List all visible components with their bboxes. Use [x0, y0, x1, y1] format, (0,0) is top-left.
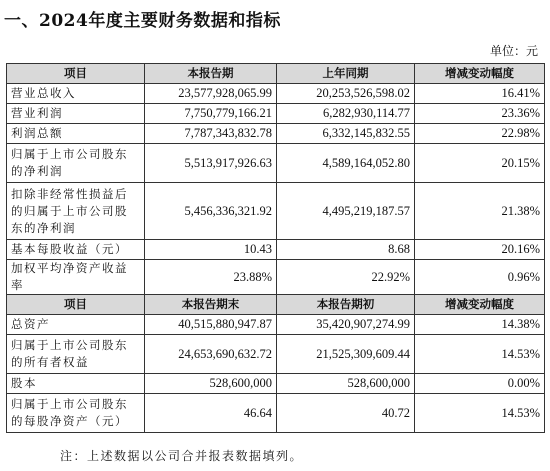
unit-label: 单位：元	[489, 44, 538, 58]
previous-value: 20,253,526,598.02	[277, 84, 415, 104]
table-row	[7, 335, 545, 374]
current-value: 46.64	[145, 394, 277, 433]
change-value: 20.16%	[415, 240, 545, 260]
row-label: 股本	[7, 374, 145, 394]
previous-value: 4,589,164,052.80	[277, 144, 415, 183]
header-item: 项目	[7, 64, 145, 84]
change-value: 20.15%	[415, 144, 545, 183]
header-previous-period: 上年同期	[277, 64, 415, 84]
table-row	[7, 84, 545, 104]
previous-value: 528,600,000	[277, 374, 415, 394]
table-row	[7, 124, 545, 144]
row-label: 归属于上市公司股东的所有者权益	[7, 335, 145, 374]
current-value: 23,577,928,065.99	[145, 84, 277, 104]
row-label: 归属于上市公司股东的每股净资产（元）	[7, 394, 145, 433]
current-value: 5,513,917,926.63	[145, 144, 277, 183]
header-item: 项目	[7, 295, 145, 315]
header-change: 增减变动幅度	[415, 64, 545, 84]
previous-value: 22.92%	[277, 260, 415, 295]
table-row	[7, 394, 545, 433]
previous-value: 8.68	[277, 240, 415, 260]
change-value: 22.98%	[415, 124, 545, 144]
previous-value: 35,420,907,274.99	[277, 315, 415, 335]
row-label: 加权平均净资产收益率	[7, 260, 145, 295]
current-value: 7,787,343,832.78	[145, 124, 277, 144]
current-value: 5,456,336,321.92	[145, 183, 277, 240]
table-header-row	[7, 64, 545, 84]
table-row	[7, 315, 545, 335]
previous-value: 4,495,219,187.57	[277, 183, 415, 240]
footnote: 注：上述数据以公司合并报表数据填列。	[60, 449, 304, 463]
row-label: 营业利润	[7, 104, 145, 124]
change-value: 0.00%	[415, 374, 545, 394]
table-row	[7, 260, 545, 295]
current-value: 40,515,880,947.87	[145, 315, 277, 335]
current-value: 23.88%	[145, 260, 277, 295]
table-row	[7, 240, 545, 260]
current-value: 10.43	[145, 240, 277, 260]
header-change: 增减变动幅度	[415, 295, 545, 315]
change-value: 21.38%	[415, 183, 545, 240]
change-value: 16.41%	[415, 84, 545, 104]
row-label: 总资产	[7, 315, 145, 335]
row-label: 扣除非经常性损益后的归属于上市公司股东的净利润	[7, 183, 145, 240]
row-label: 基本每股收益（元）	[7, 240, 145, 260]
previous-value: 6,332,145,832.55	[277, 124, 415, 144]
current-value: 7,750,779,166.21	[145, 104, 277, 124]
table-row	[7, 104, 545, 124]
header-current-period: 本报告期	[145, 64, 277, 84]
table-row	[7, 183, 545, 240]
change-value: 14.38%	[415, 315, 545, 335]
current-value: 528,600,000	[145, 374, 277, 394]
row-label: 利润总额	[7, 124, 145, 144]
change-value: 14.53%	[415, 335, 545, 374]
previous-value: 21,525,309,609.44	[277, 335, 415, 374]
header-period-start: 本报告期初	[277, 295, 415, 315]
change-value: 0.96%	[415, 260, 545, 295]
financial-table	[6, 63, 545, 433]
header-period-end: 本报告期末	[145, 295, 277, 315]
previous-value: 40.72	[277, 394, 415, 433]
page-title: 一、2024年度主要财务数据和指标	[4, 11, 281, 31]
previous-value: 6,282,930,114.77	[277, 104, 415, 124]
table-row	[7, 374, 545, 394]
row-label: 营业总收入	[7, 84, 145, 104]
current-value: 24,653,690,632.72	[145, 335, 277, 374]
change-value: 23.36%	[415, 104, 545, 124]
table-header-row	[7, 295, 545, 315]
table-row	[7, 144, 545, 183]
change-value: 14.53%	[415, 394, 545, 433]
row-label: 归属于上市公司股东的净利润	[7, 144, 145, 183]
